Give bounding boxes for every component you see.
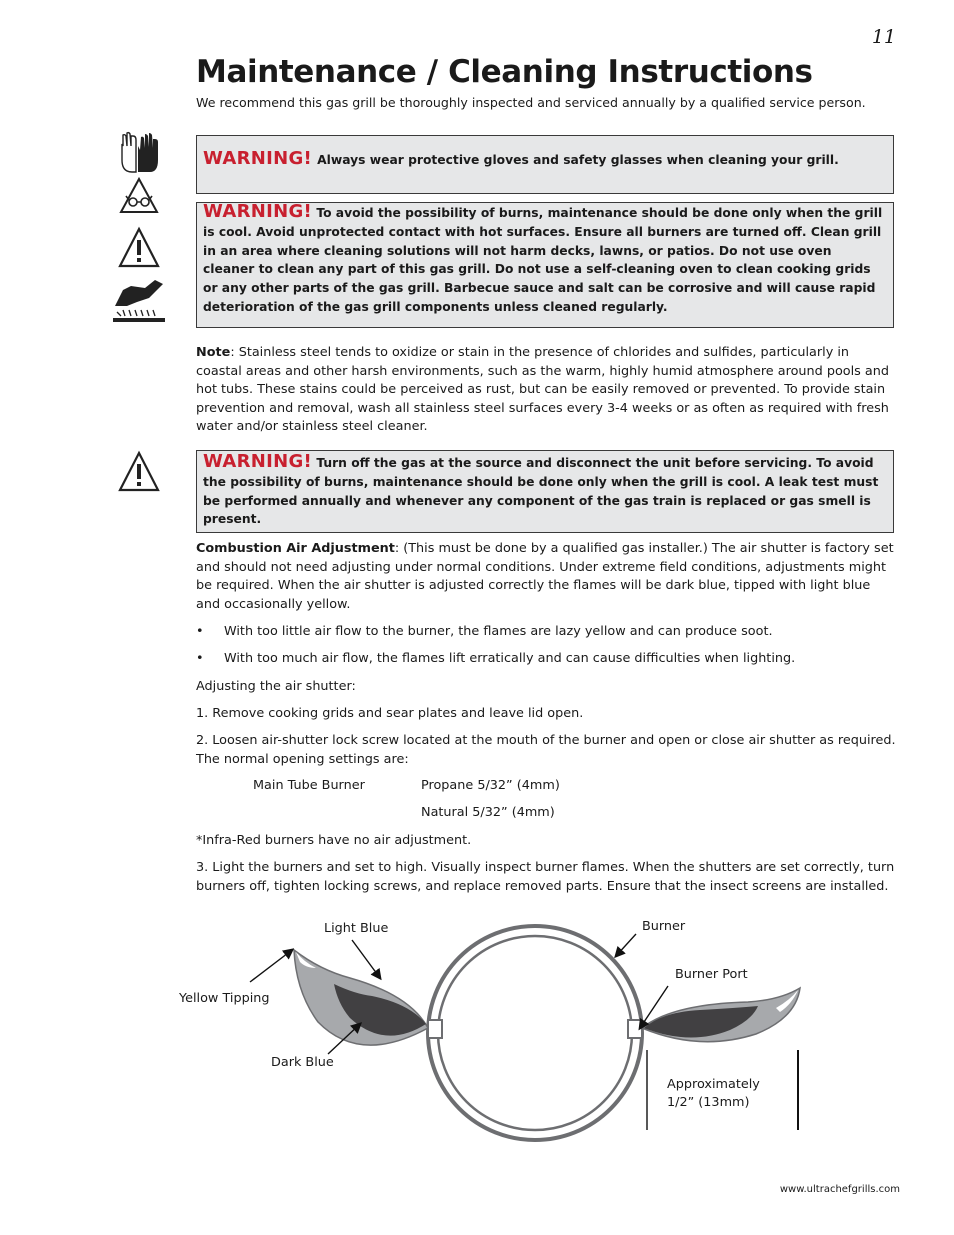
warning-text: To avoid the possibility of burns, maintenance should be done only when the grill is cool. Avoid unprotected contact with hot surfaces. Ensure all burners are turned off. Clean grill in an area where cleaning solutions will not harm decks, lawns, or patios. Do not use oven cleaner to clean any part of this gas grill. Do not use a self-cleaning oven to clean cooking grids or any other parts of the gas grill. Barbecue sauce and salt can be corrosive and will cause rapid deterioration of the gas grill components unless cleaned regularly. xyxy=(203,206,883,314)
burner-port-left xyxy=(428,1020,442,1038)
page-number: 11 xyxy=(871,26,896,48)
safety-glasses-icon xyxy=(118,176,160,216)
burner-ring xyxy=(428,926,642,1140)
arrow-yellow-tipping xyxy=(250,950,292,982)
warning-text: Always wear protective gloves and safety glasses when cleaning your grill. xyxy=(317,153,839,167)
adjusting-heading: Adjusting the air shutter: xyxy=(196,679,356,694)
gloves-icon xyxy=(118,130,160,174)
step-2: 2. Loosen air-shutter lock screw located at the mouth of the burner and open or close air shutter as required. The normal opening settings are: xyxy=(196,733,896,767)
hot-surface-icon xyxy=(111,276,167,324)
infrared-note: *Infra-Red burners have no air adjustment. xyxy=(196,833,472,848)
footer-url: www.ultrachefgrills.com xyxy=(779,1184,900,1195)
note-text: : Stainless steel tends to oxidize or stain in the presence of chlorides and sulfides, particularly in coastal areas and other harsh environments, such as the warm, highly humid atmosphere around pools and hot tubs. These stains could be perceived as rust, but can be easily removed or prevented. To provide stain prevention and removal, wash all stainless steel surfaces every 3-4 weeks or as often as required with fresh water and/or stainless steel cleaner. xyxy=(196,345,889,435)
label-approx-1: Approximately xyxy=(667,1077,760,1092)
warning-label: WARNING! xyxy=(203,148,313,169)
bullet-icon: • xyxy=(196,624,204,639)
label-burner-port: Burner Port xyxy=(675,967,748,982)
warning-box-gas xyxy=(196,450,894,533)
caution-icon xyxy=(117,226,161,270)
burner-port-right xyxy=(628,1020,642,1038)
list-item: • With too little air flow to the burner, the flames are lazy yellow and can produce soot. xyxy=(196,624,773,639)
setting-natural: Natural 5/32” (4mm) xyxy=(421,805,555,820)
stainless-note xyxy=(196,344,896,437)
label-dark-blue: Dark Blue xyxy=(271,1055,334,1070)
label-light-blue: Light Blue xyxy=(324,921,389,936)
setting-propane: Propane 5/32” (4mm) xyxy=(421,778,560,793)
label-approx-2: 1/2” (13mm) xyxy=(667,1095,750,1110)
flame-diagram xyxy=(0,900,954,1150)
combustion-paragraph xyxy=(196,540,896,614)
warning-label: WARNING! xyxy=(203,451,313,472)
step-1: 1. Remove cooking grids and sear plates and leave lid open. xyxy=(196,706,584,721)
warning-label: WARNING! xyxy=(203,201,313,222)
setting-burner: Main Tube Burner xyxy=(253,778,365,793)
caution-icon xyxy=(117,450,161,494)
page-title: Maintenance / Cleaning Instructions xyxy=(196,54,813,90)
warning-box-burns xyxy=(196,202,894,328)
label-yellow-tipping: Yellow Tipping xyxy=(179,991,270,1006)
step-3: 3. Light the burners and set to high. Visually inspect burner flames. When the shutters are set correctly, turn burners off, tighten locking screws, and replace removed parts. Ensure that the insect screens are installed. xyxy=(196,860,895,894)
list-item: • With too much air flow, the flames lift erratically and can cause difficulties when lighting. xyxy=(196,651,796,666)
warning-box-gloves xyxy=(196,135,894,194)
arrow-light-blue xyxy=(352,940,380,978)
combustion-label: Combustion Air Adjustment xyxy=(196,541,395,556)
warning-text: Turn off the gas at the source and disconnect the unit before servicing. To avoid the possibility of burns, maintenance should be done only when the grill is cool. A leak test must be performed annually and whenever any component of the gas train is replaced or gas smell is present. xyxy=(203,456,879,527)
arrow-burner xyxy=(616,934,636,956)
combustion-text: : (This must be done by a qualified gas installer.) The air shutter is factory set and should not need adjusting under normal conditions. Under extreme field conditions, adjustments might be required. When the air shutter is adjusted correctly the flames will be dark blue, tipped with light blue and occasionally yellow. xyxy=(196,541,894,612)
intro-text: We recommend this gas grill be thoroughly inspected and serviced annually by a qualified service person. xyxy=(196,95,866,110)
note-label: Note xyxy=(196,345,231,360)
bullet-icon: • xyxy=(196,651,204,666)
burner-ring-inner xyxy=(438,936,632,1130)
label-burner: Burner xyxy=(642,919,686,934)
